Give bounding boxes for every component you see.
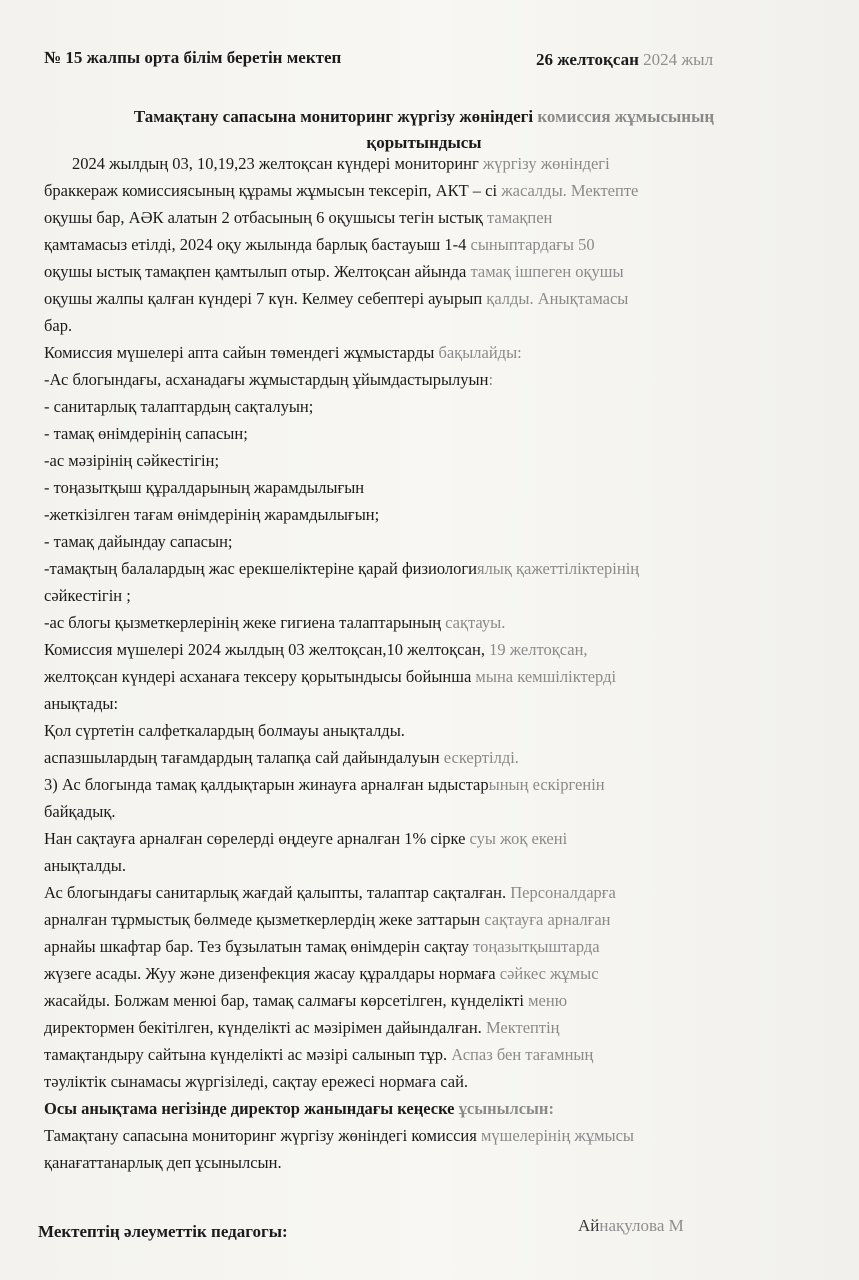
title-line-1-main: Тамақтану сапасына мониторинг жүргізу жөніндегі [133,107,538,126]
body-line-7: бар. [44,316,73,335]
body-line-3: оқушы бар, АӘК алатын 2 отбасының 6 оқушысы тегін ыстық тамақпен [44,208,553,227]
signature-role: Мектептің әлеуметтік педагогы: [38,1222,288,1241]
body-line-13: - тоңазытқыш құралдарының жарамдылығын [44,478,365,497]
document-date [536,50,713,70]
body-line-10: - санитарлық талаптардың сақталуын; [44,397,314,416]
body-line-5: оқушы ыстық тамақпен қамтылып отыр. Желтоқсан айында тамақ ішпеген оқушы [44,262,624,281]
body-line-8: Комиссия мүшелері апта сайын төмендегі жұмыстарды бақылайды: [44,343,522,362]
body-line-2: браккераж комиссиясының құрамы жұмысын тексеріп, АКТ – сі жасалды. Мектепте [44,181,639,200]
conclusion-line-3: қанағаттанарлық деп ұсынылсын. [44,1153,282,1172]
body-line-17: сәйкестігін ; [44,586,131,605]
body-line-12: -ас мәзірінің сәйкестігін; [44,451,220,470]
body-line-35: тәуліктік сынамасы жүргізіледі, сақтау ережесі нормаға сай. [44,1072,469,1091]
body-line-31: жүзеге асады. Жуу және дизенфекция жасау құралдары нормаға сәйкес жұмыс [44,964,599,983]
body-line-25: байқадық. [44,802,116,821]
body-line-15: - тамақ дайындау сапасын; [44,532,233,551]
body-line-26: Нан сақтауға арналған сөрелерді өңдеуге арналған 1% сірке суы жоқ екені [44,829,568,848]
body-line-18: -ас блогы қызметкерлерінің жеке гигиена талаптарының сақтауы. [44,613,506,632]
date-main: 26 желтоқсан [536,50,639,69]
school-name: № 15 жалпы орта білім беретін мектеп [44,48,342,67]
date-faded: 2024 жыл [643,50,714,69]
conclusion-line-1: Осы анықтама негізінде директор жанындағы кеңеске ұсынылсын: [44,1099,554,1118]
body-line-21: анықтады: [44,694,119,713]
document-title [44,104,804,156]
title-line-1 [44,104,804,130]
body-line-24: 3) Ас блогында тамақ қалдықтарын жинауға арналған ыдыстарының ескіргенін [44,775,605,794]
body-line-14: -жеткізілген тағам өнімдерінің жарамдылығын; [44,505,380,524]
body-line-32: жасайды. Болжам менюі бар, тамақ салмағы көрсетілген, күнделікті меню [44,991,568,1010]
document-body [44,150,804,1176]
body-line-29: арналған тұрмыстық бөлмеде қызметкерлердің жеке заттарын сақтауға арналған [44,910,611,929]
body-line-4: қамтамасыз етілді, 2024 оқу жылында барлық бастауыш 1-4 сыныптардағы 50 [44,235,595,254]
conclusion-line-2: Тамақтану сапасына мониторинг жүргізу жөніндегі комиссия мүшелерінің жұмысы [44,1126,635,1145]
body-line-30: арнайы шкафтар бар. Тез бұзылатын тамақ өнімдерін сақтау тоңазытқыштарда [44,937,600,956]
body-line-27: анықталды. [44,856,126,875]
body-line-9: -Ас блогындағы, асханадағы жұмыстардың ұйымдастырылуын: [44,370,494,389]
title-line-2: қорытындысы [366,133,482,152]
body-line-20: желтоқсан күндері асханаға тексеру қорытындысы бойынша мына кемшіліктерді [44,667,617,686]
body-line-16: -тамақтың балалардың жас ерекшеліктеріне қарай физиологиялық қажеттіліктерінің [44,559,640,578]
title-line-1-faded: комиссия жұмысының [537,107,715,126]
body-line-22: Қол сүртетін салфеткалардың болмауы анықталды. [44,721,405,740]
body-line-23: аспазшылардың тағамдардың талапқа сай дайындалуын ескертілді. [44,748,519,767]
signature-name [578,1216,684,1236]
body-line-11: - тамақ өнімдерінің сапасын; [44,424,248,443]
signature-name-faded: нақулова М [599,1216,684,1235]
body-line-6: оқушы жалпы қалған күндері 7 күн. Келмеу себептері ауырып қалды. Анықтамасы [44,289,629,308]
body-line-1: 2024 жылдың 03, 10,19,23 желтоқсан күндері мониторинг жүргізу жөніндегі [72,154,610,173]
body-line-34: тамақтандыру сайтына күнделікті ас мәзірі салынып тұр. Аспаз бен тағамның [44,1045,594,1064]
signature-name-main: Ай [578,1216,600,1235]
body-line-33: директормен бекітілген, күнделікті ас мәзірімен дайындалған. Мектептің [44,1018,560,1037]
body-line-19: Комиссия мүшелері 2024 жылдың 03 желтоқсан,10 желтоқсан, 19 желтоқсан, [44,640,588,659]
body-line-28: Ас блогындағы санитарлық жағдай қалыпты, талаптар сақталған. Персоналдарға [44,883,616,902]
